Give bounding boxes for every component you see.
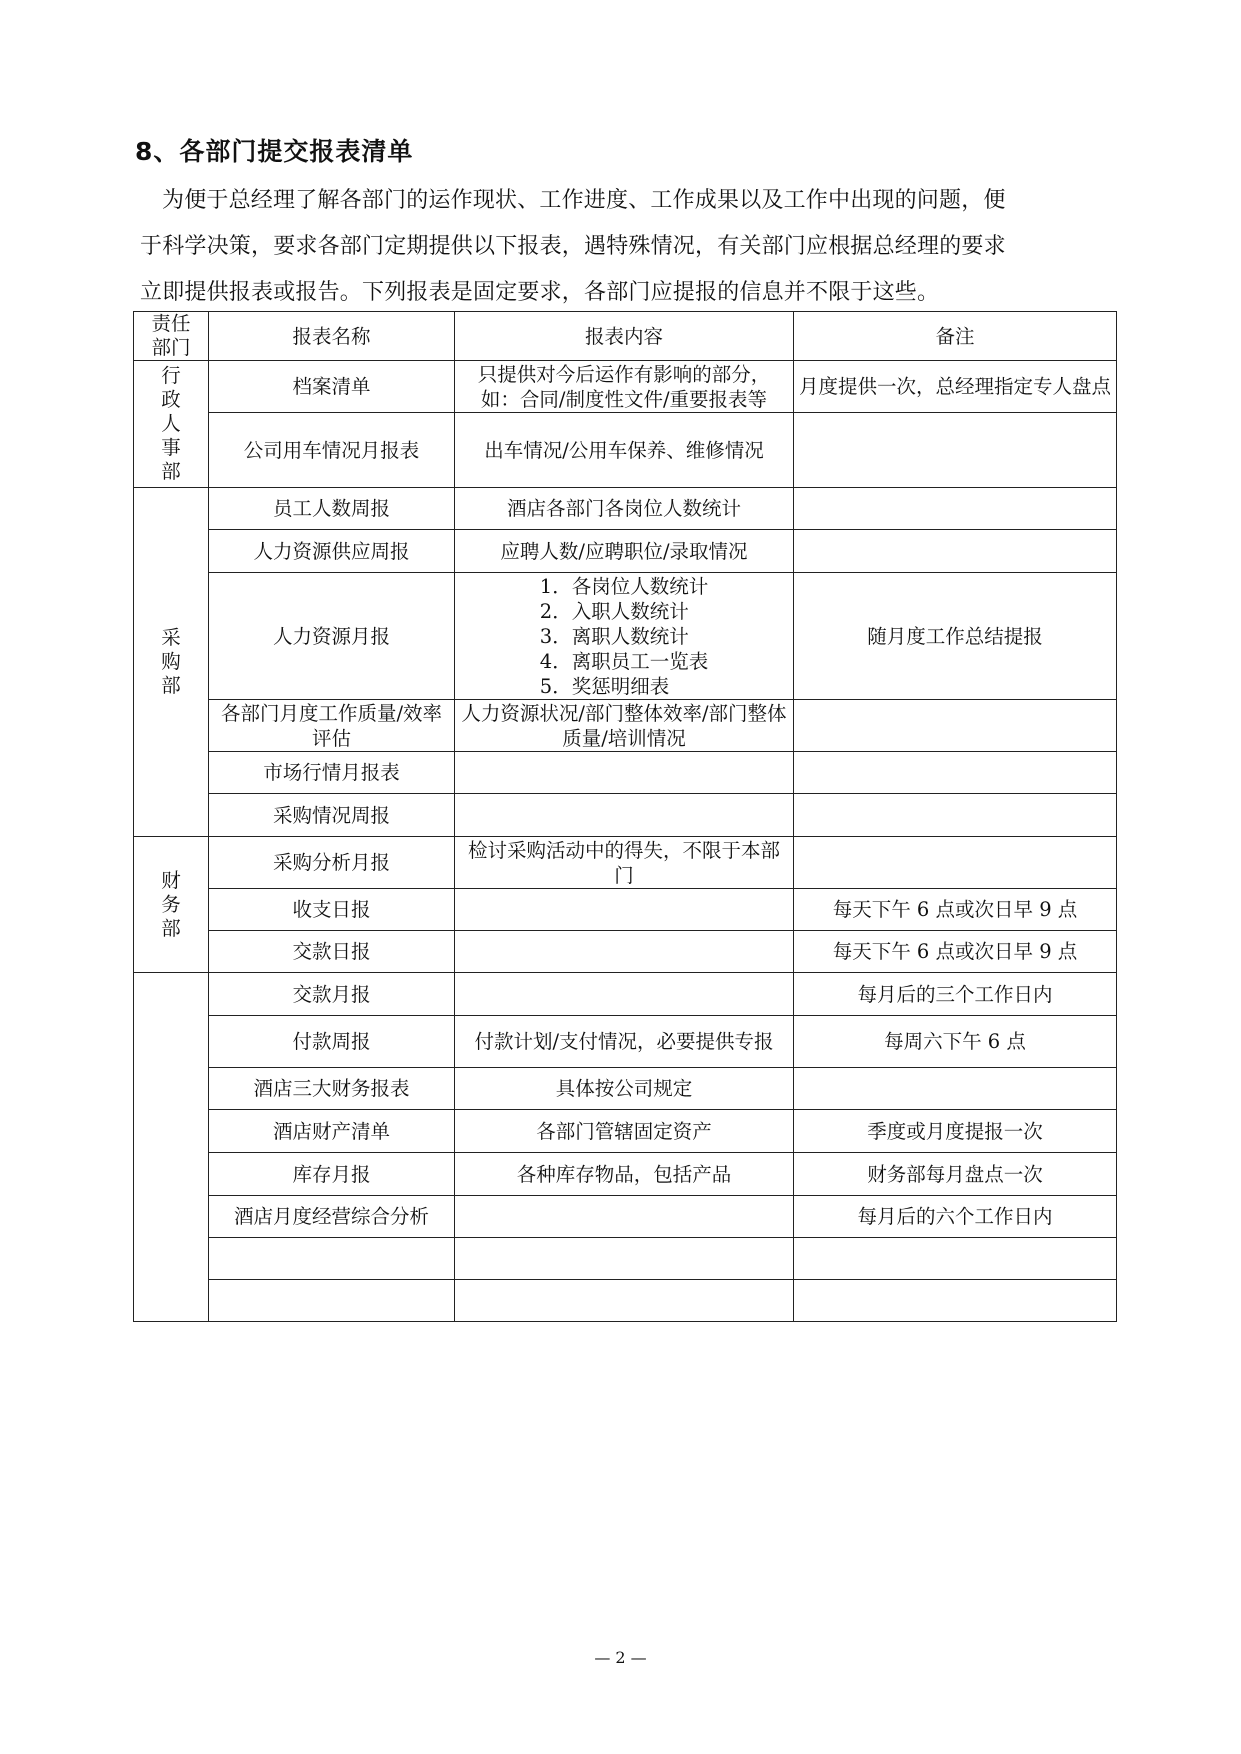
- report-name: 酒店财产清单: [209, 1110, 455, 1153]
- report-note: [794, 752, 1117, 794]
- header-dept: 责任部门: [134, 312, 209, 361]
- report-note: [794, 530, 1117, 573]
- report-content: 人力资源状况/部门整体效率/部门整体质量/培训情况: [455, 700, 794, 752]
- report-name: 人力资源月报: [209, 573, 455, 700]
- report-name: 酒店三大财务报表: [209, 1068, 455, 1110]
- report-name: 交款月报: [209, 973, 455, 1016]
- report-note: [794, 700, 1117, 752]
- report-name: 采购情况周报: [209, 794, 455, 837]
- table-row: [134, 794, 1117, 837]
- list-item: 4．离职员工一览表: [539, 649, 709, 673]
- report-content: 各部门管辖固定资产: [455, 1110, 794, 1153]
- empty-cell: [455, 1280, 794, 1322]
- report-note: 每周六下午 6 点: [794, 1016, 1117, 1068]
- report-content: [455, 794, 794, 837]
- list-item: 5．奖惩明细表: [539, 674, 670, 698]
- report-name: 公司用车情况月报表: [209, 413, 455, 488]
- report-note: 每天下午 6 点或次日早 9 点: [794, 931, 1117, 973]
- report-note: [794, 837, 1117, 889]
- table-row: [134, 1016, 1117, 1068]
- table-header-row: [134, 312, 1117, 361]
- page-number: — 2 —: [594, 1648, 647, 1667]
- table-row: [134, 530, 1117, 573]
- dept-finance: 财务部: [134, 837, 209, 973]
- list-item: 1．各岗位人数统计: [539, 574, 709, 598]
- intro-line: 为便于总经理了解各部门的运作现状、工作进度、工作成果以及工作中出现的问题，便: [162, 188, 1006, 213]
- hr-monthly-list: [540, 574, 708, 699]
- table-row: [134, 837, 1117, 889]
- report-note: [794, 794, 1117, 837]
- report-content: 付款计划/支付情况，必要提供专报: [455, 1016, 794, 1068]
- table-row: [134, 931, 1117, 973]
- empty-cell: [209, 1280, 455, 1322]
- section-title: 8、各部门提交报表清单: [135, 137, 414, 166]
- report-content: [455, 889, 794, 931]
- table-row-empty: [134, 1280, 1117, 1322]
- report-name: 市场行情月报表: [209, 752, 455, 794]
- list-item: 3．离职人数统计: [539, 624, 689, 648]
- report-note: [794, 413, 1117, 488]
- report-name: 采购分析月报: [209, 837, 455, 889]
- report-content: 出车情况/公用车保养、维修情况: [455, 413, 794, 488]
- report-note: 财务部每月盘点一次: [794, 1153, 1117, 1196]
- report-content: 只提供对今后运作有影响的部分，如：合同/制度性文件/重要报表等: [455, 361, 794, 413]
- report-note: 每月后的三个工作日内: [794, 973, 1117, 1016]
- report-content: [455, 931, 794, 973]
- report-name: 交款日报: [209, 931, 455, 973]
- empty-cell: [794, 1238, 1117, 1280]
- report-name: 收支日报: [209, 889, 455, 931]
- table-row-empty: [134, 1238, 1117, 1280]
- report-name: 人力资源供应周报: [209, 530, 455, 573]
- table-row: [134, 973, 1117, 1016]
- table-row: [134, 889, 1117, 931]
- list-item: 2．入职人数统计: [539, 599, 689, 623]
- dept-blank: [134, 973, 209, 1322]
- intro-paragraph: [140, 178, 1115, 316]
- table-row: [134, 413, 1117, 488]
- report-note: [794, 488, 1117, 530]
- intro-line: 立即提供报表或报告。下列报表是固定要求，各部门应提报的信息并不限于这些。: [140, 280, 940, 305]
- report-name: 付款周报: [209, 1016, 455, 1068]
- report-list-table: [133, 311, 1117, 1322]
- intro-line: 于科学决策，要求各部门定期提供以下报表，遇特殊情况，有关部门应根据总经理的要求: [140, 234, 1006, 259]
- header-note: 备注: [794, 312, 1117, 361]
- report-name: 各部门月度工作质量/效率评估: [209, 700, 455, 752]
- table-row: [134, 752, 1117, 794]
- report-content: [455, 973, 794, 1016]
- header-report-content: 报表内容: [455, 312, 794, 361]
- table-row: [134, 1153, 1117, 1196]
- report-note: 月度提供一次，总经理指定专人盘点: [794, 361, 1117, 413]
- empty-cell: [209, 1238, 455, 1280]
- dept-admin: 行政人事部: [134, 361, 209, 488]
- empty-cell: [794, 1280, 1117, 1322]
- table-row: [134, 361, 1117, 413]
- report-note: 每月后的六个工作日内: [794, 1196, 1117, 1238]
- report-name: 员工人数周报: [209, 488, 455, 530]
- table-row: [134, 1110, 1117, 1153]
- table-row: [134, 573, 1117, 700]
- header-report-name: 报表名称: [209, 312, 455, 361]
- report-content: 具体按公司规定: [455, 1068, 794, 1110]
- report-content: [455, 573, 794, 700]
- report-note: 每天下午 6 点或次日早 9 点: [794, 889, 1117, 931]
- report-content: [455, 1196, 794, 1238]
- report-content: 酒店各部门各岗位人数统计: [455, 488, 794, 530]
- report-name: 档案清单: [209, 361, 455, 413]
- report-note: 季度或月度提报一次: [794, 1110, 1117, 1153]
- table-row: [134, 1068, 1117, 1110]
- report-content: 各种库存物品，包括产品: [455, 1153, 794, 1196]
- table-row: [134, 1196, 1117, 1238]
- table-row: [134, 488, 1117, 530]
- empty-cell: [455, 1238, 794, 1280]
- report-content: [455, 752, 794, 794]
- report-content: 检讨采购活动中的得失，不限于本部门: [455, 837, 794, 889]
- table-row: [134, 700, 1117, 752]
- dept-purchase: 采购部: [134, 488, 209, 837]
- report-name: 酒店月度经营综合分析: [209, 1196, 455, 1238]
- report-note: [794, 1068, 1117, 1110]
- report-note: 随月度工作总结提报: [794, 573, 1117, 700]
- report-name: 库存月报: [209, 1153, 455, 1196]
- report-content: 应聘人数/应聘职位/录取情况: [455, 530, 794, 573]
